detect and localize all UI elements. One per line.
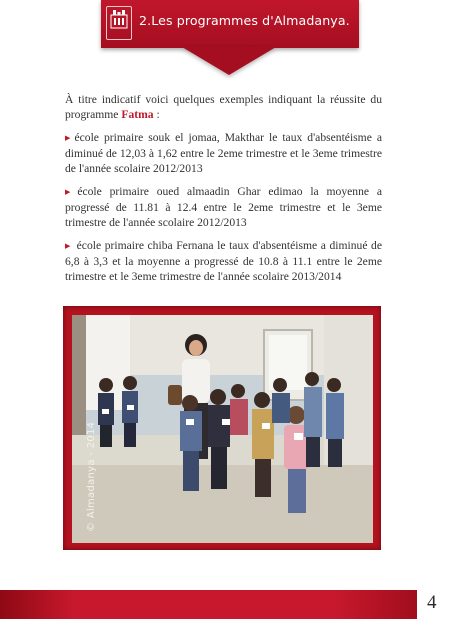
intro-colon: : [153, 108, 160, 121]
classroom-photo-illustration [72, 315, 373, 543]
almadanya-logo-icon [106, 6, 132, 40]
logo-building-icon [110, 9, 128, 29]
triangle-bullet-icon: ▶ [65, 242, 72, 250]
example-text: école primaire souk el jomaa, Makthar le taux d'absentéisme a diminué de 12,03 à 1,62 entre le 2eme trimestre et le 3eme trimestre de l'année scolaire 2012/2013 [65, 131, 382, 175]
example-text: école primaire chiba Fernana le taux d'absentéisme a diminué de 6,8 à 3,3 et la moyenne a progressé de 10.8 à 11.1 entre le 2eme trimestre et le 3eme trimestre de l'année scolaire 2013/2014 [65, 239, 382, 283]
triangle-bullet-icon: ▶ [65, 134, 73, 142]
example-text: école primaire oued almaadin Ghar edimao la moyenne a progressé de 11.81 à 12.4 entre le 2eme trimestre et le 3eme trimestre de l'année scolaire 2012/2013 [65, 185, 382, 229]
chapter-title: 2.Les programmes d'Almadanya. [139, 13, 350, 28]
header-ribbon-tip [182, 47, 276, 75]
classroom-photo [72, 315, 373, 543]
example-item [65, 184, 382, 230]
intro-paragraph [65, 92, 382, 122]
body-text [65, 92, 382, 292]
example-item [65, 130, 382, 176]
photo-watermark: © Almadanya - 2014 [86, 421, 97, 532]
triangle-bullet-icon: ▶ [65, 188, 76, 196]
page-number: 4 [427, 592, 437, 613]
example-item [65, 238, 382, 284]
footer-bar [0, 590, 417, 619]
intro-text: À titre indicatif voici quelques exemples indiquant la réussite du programme [65, 93, 382, 121]
program-name: Fatma [121, 108, 154, 121]
